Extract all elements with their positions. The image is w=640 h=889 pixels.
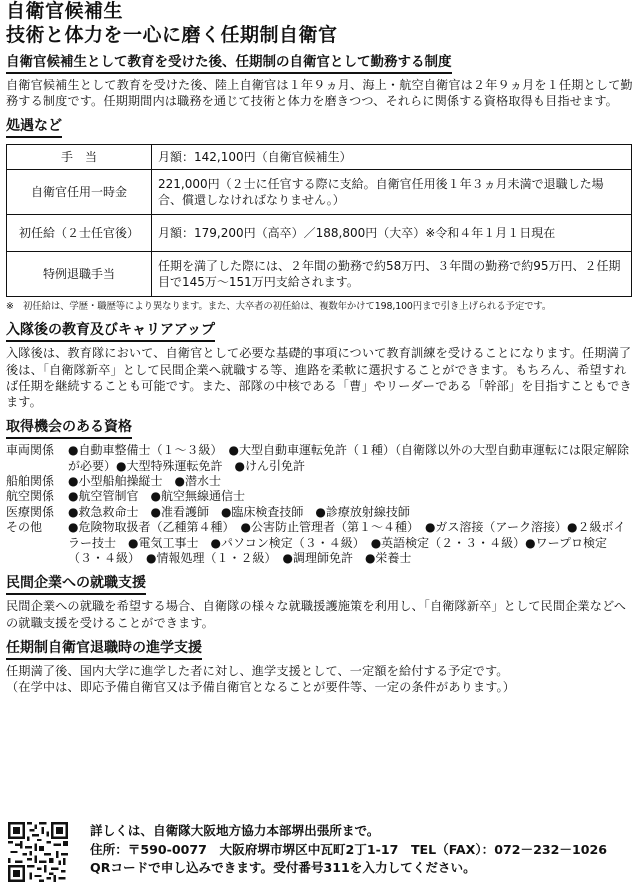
list-item xyxy=(6,505,634,520)
list-item xyxy=(6,489,634,504)
row-label: 特例退職手当 xyxy=(7,252,152,297)
qualification-category: その他 xyxy=(6,520,43,535)
study-body xyxy=(6,663,634,695)
contact-line: 詳しくは、自衛隊大阪地方協力本部堺出張所まで。 xyxy=(90,823,380,838)
qualification-items: ●救急救命士 ●准看護師 ●臨床検査技師 ●診療放射線技師 xyxy=(68,504,410,519)
qr-code-icon[interactable] xyxy=(8,822,68,882)
row-value: 月額：179,200円（高卒）／188,800円（大卒）※令和４年１月１日現在 xyxy=(152,215,632,252)
contact-text xyxy=(90,822,607,878)
list-item xyxy=(6,520,634,566)
treatment-heading: 処遇など xyxy=(6,117,62,138)
row-value: 月額：142,100円（自衛官候補生） xyxy=(152,145,632,170)
education-heading: 入隊後の教育及びキャリアアップ xyxy=(6,321,215,342)
qualification-category: 船舶関係 xyxy=(6,474,55,489)
row-value: 任期を満了した際には、２年間の勤務で約58万円、３年間の勤務で約95万円、２任期目で145万～151万円支給されます。 xyxy=(152,252,632,297)
qualification-items: ●航空管制官 ●航空無線通信士 xyxy=(68,489,245,504)
education-body: 入隊後は、教育隊において、自衛官として必要な基礎的事項について教育訓練を受けることになります。任期満了後は、「自衛隊新卒」として民間企業へ就職する等、進路を柔軟に選択することができます。もちろん、希望すれば任期を継続することも可能です。また、部隊の中核である「曹」やリーダーである「幹部」を目指すこともできます。 xyxy=(6,346,632,410)
qualification-items: ●小型船舶操縦士 ●潜水士 xyxy=(68,474,221,489)
table-row xyxy=(7,252,632,297)
qualification-category: 航空関係 xyxy=(6,489,55,504)
study-line: 任期満了後、国内大学に進学した者に対し、進学支援として、一定額を給付する予定です。 xyxy=(6,663,509,678)
contact-line: QRコードで申し込みできます。受付番号311を入力してください。 xyxy=(90,860,476,875)
row-value: 221,000円（２士に任官する際に支給。自衛官任用後１年３ヵ月未満で退職した場合、償還しなければなりません。） xyxy=(152,170,632,215)
salary-note: ※ 初任給は、学歴・職歴等により異なります。また、大卒者の初任給は、複数年かけて198,100円まで引き上げられる予定です。 xyxy=(6,301,552,313)
intro-heading: 自衛官候補生として教育を受けた後、任期制の自衛官として勤務する制度 xyxy=(6,53,452,74)
list-item xyxy=(6,443,634,474)
qualification-items: ●危険物取扱者（乙種第４種） ●公害防止管理者（第１～４種） ●ガス溶接（アーク溶接）●２級ボイラー技士 ●電気工事士 ●パソコン検定（３・４級） ●英語検定（２・３・４級）●ワープロ検定（３・４級） ●情報処理（１・２級） ●調理師免許 ●栄養士 xyxy=(68,520,626,566)
row-label: 自衛官任用一時金 xyxy=(7,170,152,215)
study-heading: 任期制自衛官退職時の進学支援 xyxy=(6,639,202,660)
contact-address: 住所：〒590-0077 大阪府堺市堺区中瓦町2丁1-17 TEL（FAX）：072－232－1026 xyxy=(90,841,608,857)
row-label: 手 当 xyxy=(7,145,152,170)
employment-body: 民間企業への就職を希望する場合、自衛隊の様々な就職援護施策を利用し、「自衛隊新卒」として民間企業などへの就職支援を受けることができます。 xyxy=(6,599,627,630)
employment-heading: 民間企業への就職支援 xyxy=(6,574,146,595)
table-row xyxy=(7,145,632,170)
qualification-category: 医療関係 xyxy=(6,504,55,519)
row-label: 初任給（２士任官後） xyxy=(7,215,152,252)
qualifications-heading: 取得機会のある資格 xyxy=(6,418,132,439)
qualifications-list xyxy=(6,443,634,566)
table-row xyxy=(7,170,632,215)
table-row xyxy=(7,215,632,252)
study-line: （在学中は、即応予備自衛官又は予備自衛官となることが要件等、一定の条件があります。） xyxy=(6,680,515,695)
page-title: 自衛官候補生 xyxy=(6,0,124,22)
contact-footer xyxy=(8,822,607,882)
list-item xyxy=(6,474,634,489)
qualification-category: 車両関係 xyxy=(6,443,55,458)
qualification-items: ●自動車整備士（１～３級） ●大型自動車運転免許（１種）（自衛隊以外の大型自動車運転には限定解除が必要）●大型特殊運転免許 ●けん引免許 xyxy=(68,443,629,473)
treatment-table xyxy=(6,144,632,297)
page-subtitle: 技術と体力を一心に磨く任期制自衛官 xyxy=(6,24,338,46)
intro-body: 自衛官候補生として教育を受けた後、陸上自衛官は１年９ヵ月、海上・航空自衛官は２年９ヵ月を１任期として勤務する制度です。任期期間内は職務を通じて技術と体力を磨きつつ、それらに関係する資格取得も目指せます。 xyxy=(6,78,633,109)
